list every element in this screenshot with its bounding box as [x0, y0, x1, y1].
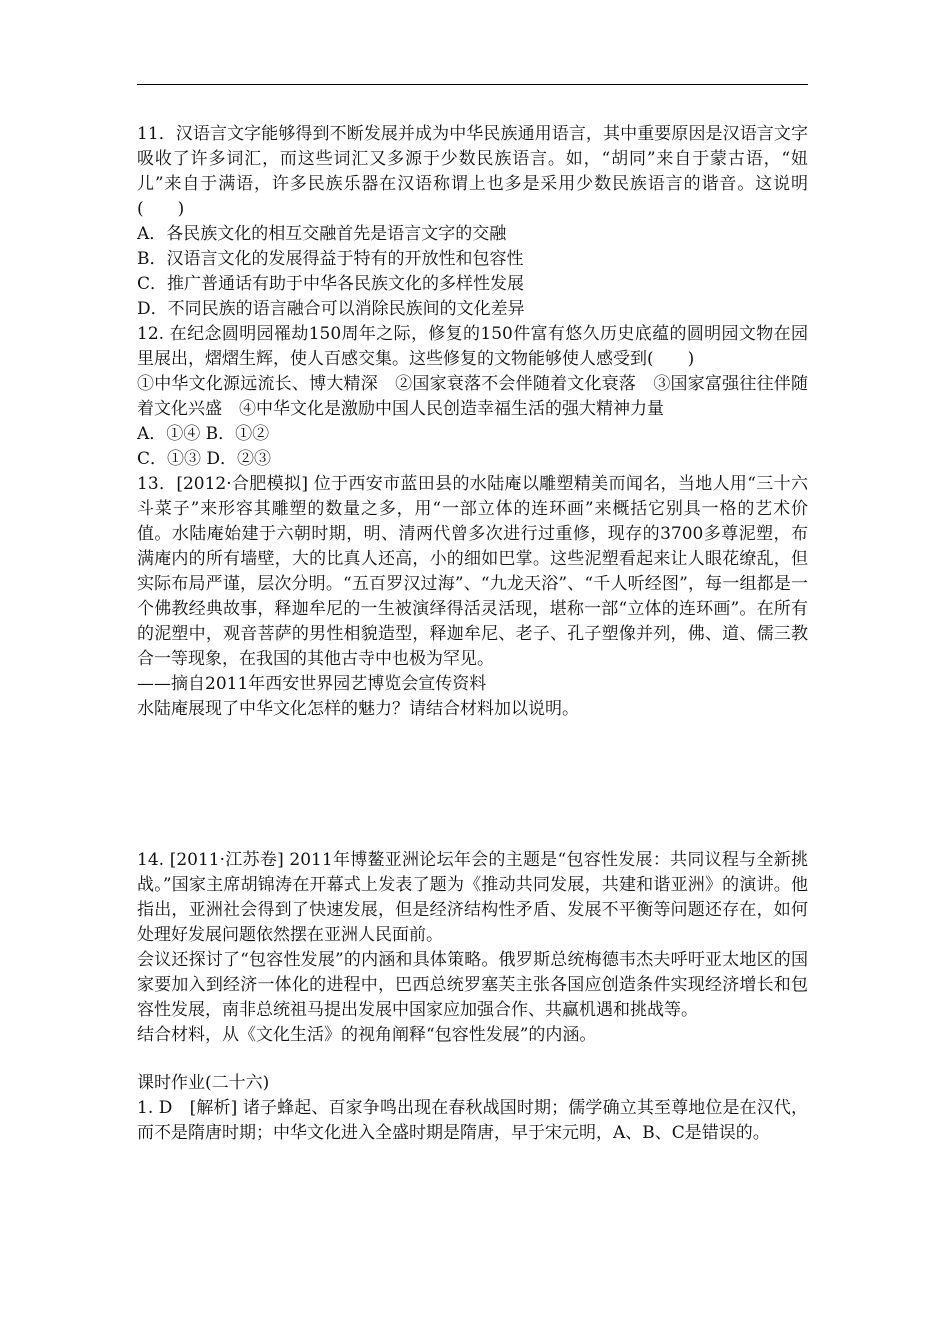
q14-paragraph-2: 会议还探讨了“包容性发展”的内涵和具体策略。俄罗斯总统梅德韦杰夫呼吁亚太地区的国家要加入到经济一体化的进程中，巴西总统罗塞芙主张各国应创造条件实现经济增长和包容性发展，南非总统祖马提出发展中国家应加强合作、共赢机遇和挑战等。 [137, 950, 808, 1020]
document-body [137, 122, 808, 1146]
answer-space [137, 722, 808, 848]
q11-stem: 11．汉语言文字能够得到不断发展并成为中华民族通用语言，其中重要原因是汉语言文字吸收了许多词汇，而这些词汇又多源于少数民族语言。如，“胡同”来自于蒙古语，“妞儿”来自于满语，许多民族乐器在汉语称谓上也多是采用少数民族语言的谐音。这说明( ) [137, 124, 808, 219]
q11-option-c: C．推广普通话有助于中华各民族文化的多样性发展 [137, 274, 525, 294]
q13-stem: 13．[2012·合肥模拟] 位于西安市蓝田县的水陆庵以雕塑精美而闻名，当地人用“三十六斗菜子”来形容其雕塑的数量之多，用“一部立体的连环画”来概括它别具一格的艺术价值。水陆庵始建于六朝时期，明、清两代曾多次进行过重修，现存的3700多尊泥塑，布满庵内的所有墙壁，大的比真人还高，小的细如巴掌。这些泥塑看起来让人眼花缭乱，但实际布局严谨，层次分明。“五百罗汉过海”、“九龙天浴”、“千人听经图”，每一组都是一个佛教经典故事，释迦牟尼的一生被演绎得活灵活现，堪称一部“立体的连环画”。在所有的泥塑中，观音菩萨的男性相貌造型，释迦牟尼、老子、孔子塑像并列，佛、道、儒三教合一等现象，在我国的其他古寺中也极为罕见。 [137, 474, 808, 669]
q13-source: ——摘自2011年西安世界园艺博览会宣传资料 [137, 674, 487, 694]
answers-heading: 课时作业(二十六) [137, 1073, 270, 1093]
q12-stem: 12. 在纪念圆明园罹劫150周年之际，修复的150件富有悠久历史底蕴的圆明园文物在园里展出，熠熠生辉，使人百感交集。这些修复的文物能够使人感受到( ) [137, 324, 808, 369]
header-rule [137, 84, 808, 85]
section-gap [137, 1048, 808, 1071]
q11-option-b: B．汉语言文化的发展得益于特有的开放性和包容性 [137, 249, 524, 269]
q14-question: 结合材料，从《文化生活》的视角阐释“包容性发展”的内涵。 [137, 1025, 597, 1045]
q11-option-d: D．不同民族的语言融合可以消除民族间的文化差异 [137, 299, 525, 319]
q11-option-a: A．各民族文化的相互交融首先是语言文字的交融 [137, 224, 507, 244]
answer-1: 1. D [解析] 诸子蜂起、百家争鸣出现在春秋战国时期；儒学确立其至尊地位是在汉代，而不是隋唐时期；中华文化进入全盛时期是隋唐，早于宋元明，A、B、C是错误的。 [137, 1098, 808, 1143]
q13-question: 水陆庵展现了中华文化怎样的魅力？请结合材料加以说明。 [137, 699, 579, 719]
q12-items: ①中华文化源远流长、博大精深 ②国家衰落不会伴随着文化衰落 ③国家富强往往伴随着文化兴盛 ④中华文化是激励中国人民创造幸福生活的强大精神力量 [137, 374, 808, 419]
q12-options-cd: C．①③ D．②③ [137, 449, 272, 469]
q12-options-ab: A．①④ B．①② [137, 424, 270, 444]
q14-stem: 14. [2011·江苏卷] 2011年博鳌亚洲论坛年会的主题是“包容性发展：共同议程与全新挑战。”国家主席胡锦涛在开幕式上发表了题为《推动共同发展，共建和谐亚洲》的演讲。他指出，亚洲社会得到了快速发展，但是经济结构性矛盾、发展不平衡等问题还存在，如何处理好发展问题依然摆在亚洲人民面前。 [137, 850, 808, 945]
